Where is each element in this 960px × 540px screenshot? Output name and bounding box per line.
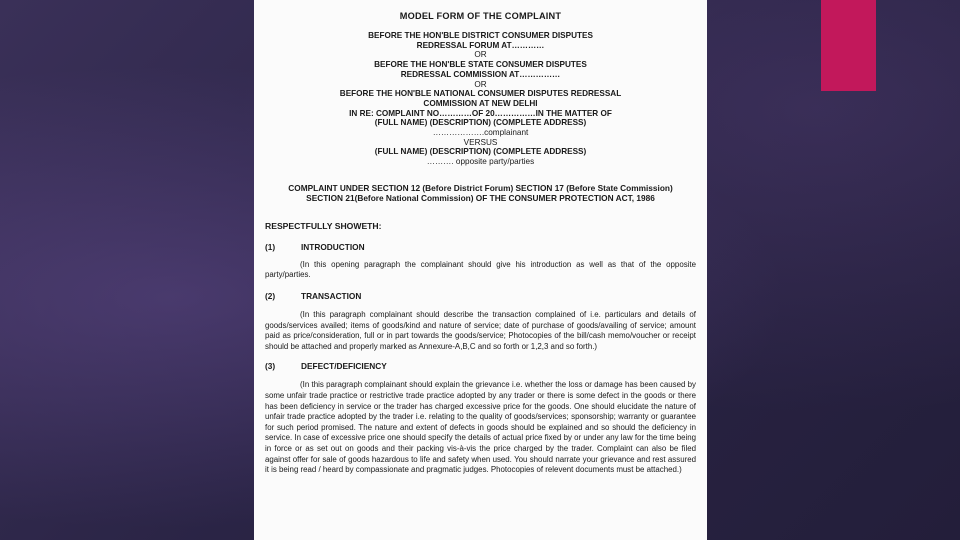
item-paragraph: (In this opening paragraph the complainant should give his introduction as well as that of the opposite party/parties. (265, 259, 696, 280)
header-line: BEFORE THE HON'BLE DISTRICT CONSUMER DISPUTES (368, 31, 593, 40)
item-paragraph: (In this paragraph complainant should explain the grievance i.e. whether the loss or damage has been caused by some unfair trade practice or restrictive trade practice adopted by any trader or there is some defect in the goods or there has been deficiency in service or the trader has charged excessive price for the goods. One should elucidate the nature of unfair trade practice adopted by the trader i.e. relating to the quality of goods/services; sponsorship; warranty or guarantee for such period promised. The nature and extent of defects in goods should be explained and so should the deficiency in service. In case of excessive price one should specify the details of actual price fixed by or under any law for the time being in force or as set out on goods and their packing vis-à-vis the price charged by the trader. Complaint can also be filed against offer for sale of goods hazardous to life and safety when used. You should narrate your grievance and rest assured it is being read / heard by compassionate and pragmatic judges. Photocopies of relevent documents must be attached.) (265, 380, 696, 475)
header-line: BEFORE THE HON'BLE NATIONAL CONSUMER DISPUTES REDRESSAL (339, 89, 622, 99)
header-line: IN RE: COMPLAINT NO…………OF 20……………IN THE MATTER OF (349, 108, 612, 118)
item-number: (2) (265, 291, 276, 302)
complaint-document (254, 0, 707, 540)
document-header (254, 31, 707, 167)
header-line: REDRESSAL FORUM AT………… (416, 40, 545, 50)
item-title: INTRODUCTION (301, 241, 365, 252)
item-heading (265, 291, 707, 301)
header-line: ………. opposite party/parties (426, 157, 535, 167)
item-number: (1) (265, 241, 276, 252)
header-line: OR (474, 79, 487, 89)
item-heading (265, 242, 707, 252)
item-title: TRANSACTION (301, 291, 362, 302)
header-line: (FULL NAME) (DESCRIPTION) (COMPLETE ADDRESS) (374, 147, 587, 157)
item-number: (3) (265, 361, 276, 372)
header-line: BEFORE THE HON'BLE STATE CONSUMER DISPUTES (374, 60, 587, 70)
header-line: OR (474, 50, 487, 60)
header-line: REDRESSAL COMMISSION AT…………… (400, 69, 561, 79)
header-line: ……………….complainant (432, 128, 529, 138)
showeth-heading: RESPECTFULLY SHOWETH: (265, 220, 382, 231)
header-line: VERSUS (463, 137, 498, 147)
header-line: COMMISSION AT NEW DELHI (423, 98, 538, 108)
item-paragraph: (In this paragraph complainant should describe the transaction complained of i.e. particulars and details of goods/services availed; items of goods/kind and nature of service; date of purchase of goods/availing of service; amount paid as price/consideration, full or in part towards the goods/service; Photocopies of the bill/cash memo/voucher or receipt should be attached and properly marked as Annexure-A,B,C and so forth or 1,2,3 and so forth.) (265, 310, 696, 351)
document-title: MODEL FORM OF THE COMPLAINT (399, 11, 562, 21)
section-title: COMPLAINT UNDER SECTION 12 (Before District Forum) SECTION 17 (Before State Commission) SECTION 21(Before National Commission) OF THE CONSUMER PROTECTION ACT, 1986 (288, 182, 673, 203)
item-title: DEFECT/DEFICIENCY (301, 361, 387, 372)
accent-bar (821, 0, 876, 91)
header-line: (FULL NAME) (DESCRIPTION) (COMPLETE ADDRESS) (374, 118, 587, 128)
item-heading (265, 361, 707, 371)
